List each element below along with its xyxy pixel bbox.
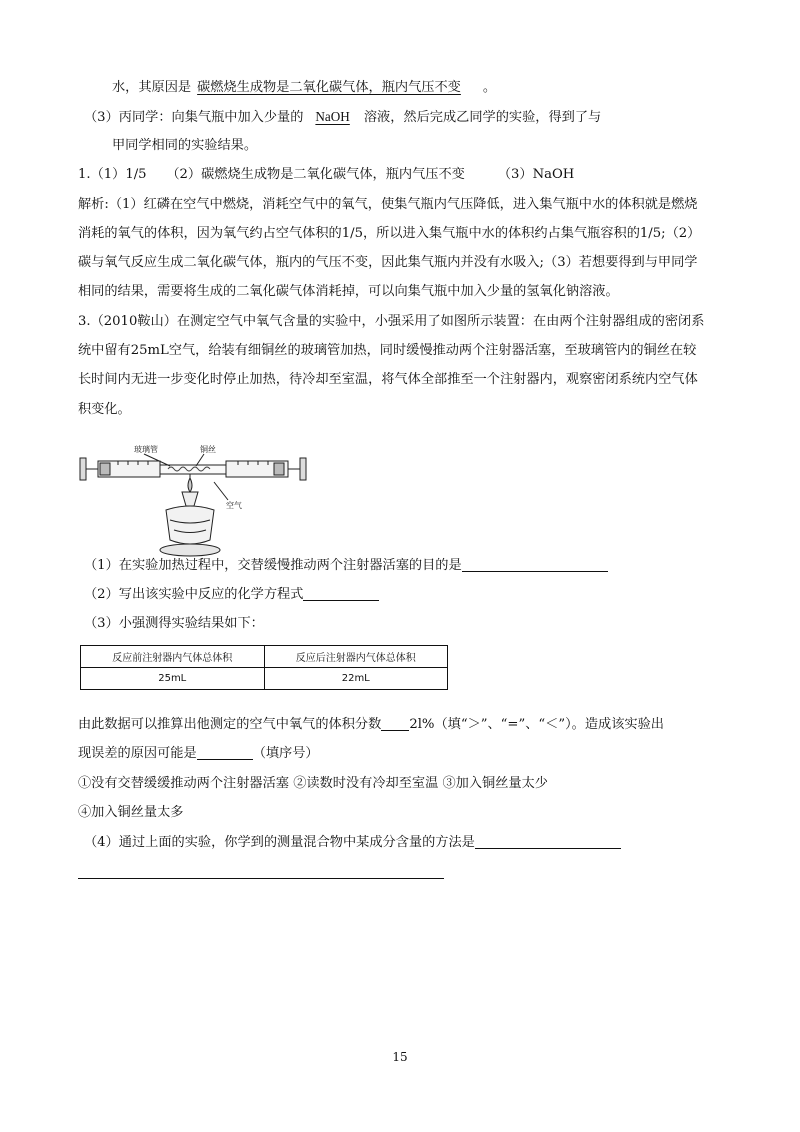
question-3-line-2: 统中留有25mL空气，给装有细铜丝的玻璃管加热，同时缓慢推动两个注射器活塞，至玻璃管内的铜丝在较 xyxy=(78,343,697,358)
question-3-1-text: （1）在实验加热过程中，交替缓慢推动两个注射器活塞的目的是 xyxy=(84,558,462,573)
question-3-3: （3）小强测得实验结果如下： xyxy=(84,616,264,631)
answer-line: 1.（1）1/5 （2）碳燃烧生成物是二氧化碳气体，瓶内气压不变 （3）NaOH xyxy=(78,167,575,182)
inference-text-3: 现误差的原因可能是 xyxy=(78,746,197,761)
inference-text-4: （填序号） xyxy=(252,746,319,761)
table-value-after: 22mL xyxy=(264,668,448,690)
question-3-2-text: （2）写出该实验中反应的化学方程式 xyxy=(84,587,304,602)
question-3-line-3: 长时间内无进一步变化时停止加热，待冷却至室温，将气体全部推至一个注射器内，观察密闭系统内空气体 xyxy=(78,372,698,387)
question-3-2 xyxy=(84,586,379,604)
options-line-1: ①没有交替缓缓推动两个注射器活塞 ②读数时没有冷却至室温 ③加入铜丝量太少 xyxy=(78,776,548,791)
question-3-4 xyxy=(84,834,621,852)
table-value-before: 25mL xyxy=(81,668,265,690)
line-1-prefix: 水，其原因是 xyxy=(112,80,192,95)
analysis-line-2: 消耗的氧气的体积，因为氧气约占空气体积的1/5，所以进入集气瓶中水的体积约占集气瓶容积的1/5;（2） xyxy=(78,226,701,241)
table-header-before: 反应前注射器内气体总体积 xyxy=(81,646,265,668)
analysis-line-1: 解析:（1）红磷在空气中燃烧，消耗空气中的氧气，使集气瓶内气压降低，进入集气瓶中水的体积就是燃烧 xyxy=(78,197,698,212)
line-1-end: 。 xyxy=(482,80,497,95)
options-line-2: ④加入铜丝量太多 xyxy=(78,805,184,820)
result-table xyxy=(80,645,448,690)
page-number: 15 xyxy=(392,1050,408,1064)
label-glass-tube: 玻璃管 xyxy=(134,445,158,454)
question-3-line-1: 3.（2010鞍山）在测定空气中氧气含量的实验中，小强采用了如图所示装置：在由两个注射器组成的密闭系 xyxy=(78,314,705,329)
answer-blank-4[interactable] xyxy=(197,745,253,760)
line-3: 甲同学相同的实验结果。 xyxy=(112,138,258,153)
label-copper-wire: 铜丝 xyxy=(200,445,216,454)
answer-naoh: NaOH xyxy=(315,109,350,124)
line-2 xyxy=(84,108,601,127)
line-1 xyxy=(112,79,496,97)
answer-blank-2[interactable] xyxy=(303,586,379,601)
question-3-4-text: （4）通过上面的实验，你学到的测量混合物中某成分含量的方法是 xyxy=(84,835,475,850)
label-air: 空气 xyxy=(226,501,242,510)
inference-line-1 xyxy=(78,716,664,734)
answer-blank-3[interactable] xyxy=(381,716,409,731)
inference-text-2: 2l%（填“＞”、“=”、“＜”）。造成该实验出 xyxy=(409,717,664,732)
question-3-1 xyxy=(84,557,608,575)
answer-blank-6[interactable] xyxy=(78,878,444,879)
inference-line-2 xyxy=(78,745,319,763)
question-3-line-4: 积变化。 xyxy=(78,402,131,417)
answer-reason: 碳燃烧生成物是二氧化碳气体，瓶内气压不变 xyxy=(197,80,461,95)
line-2-prefix: （3）丙同学：向集气瓶中加入少量的 xyxy=(84,110,304,125)
analysis-line-4: 相同的结果，需要将生成的二氧化碳气体消耗掉，可以向集气瓶中加入少量的氢氧化钠溶液。 xyxy=(78,284,619,299)
inference-text-1: 由此数据可以推算出他测定的空气中氧气的体积分数 xyxy=(78,717,382,732)
answer-blank-1[interactable] xyxy=(462,557,608,572)
table-row xyxy=(81,646,448,668)
line-2-suffix: 溶液，然后完成乙同学的实验，得到了与 xyxy=(363,110,602,125)
answer-blank-5[interactable] xyxy=(475,834,621,849)
syringe-apparatus-figure xyxy=(78,442,310,562)
analysis-line-3: 碳与氧气反应生成二氧化碳气体，瓶内的气压不变，因此集气瓶内并没有水吸入;（3）若想要得到与甲同学 xyxy=(78,255,698,270)
table-row xyxy=(81,668,448,690)
table-header-after: 反应后注射器内气体总体积 xyxy=(264,646,448,668)
